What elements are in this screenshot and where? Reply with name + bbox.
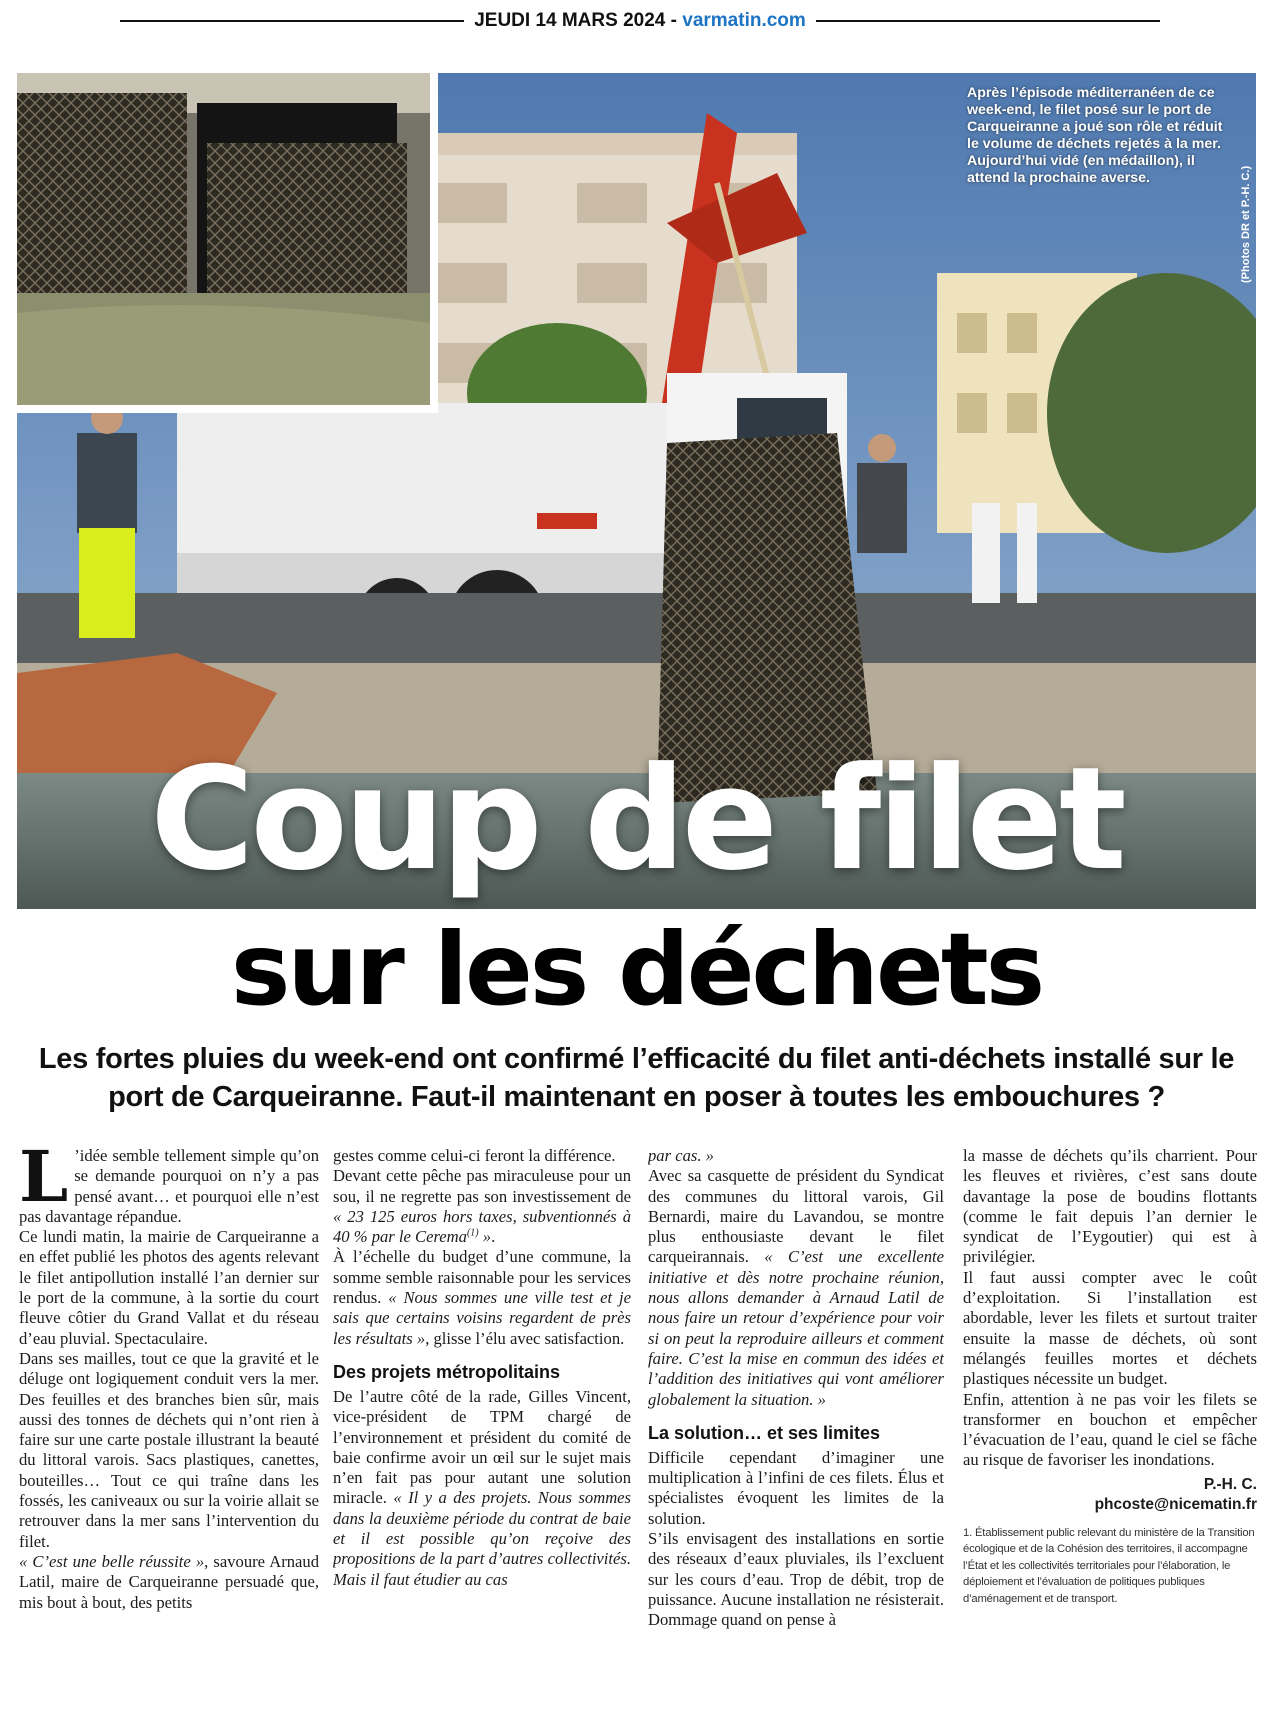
photo-caption: Après l’épisode méditerranéen de ce week-end, le filet posé sur le port de Carqueiranne a joué son rôle et réduit le volume de déchets rejetés à la mer. Aujourd’hui vidé (en médaillon), il attend la prochaine averse. (967, 85, 1223, 186)
article-column-1 (19, 1146, 319, 1691)
paragraph (333, 1387, 631, 1590)
folio-text (464, 10, 816, 32)
footnote: 1. Établissement public relevant du ministère de la Transition écologique et de la Cohésion des territoires, il accompagne l’État et les collectivités territoriales pour l’élaboration, le déploiement et l’évaluation de politiques publiques d’aménagement et de transport. (963, 1526, 1255, 1605)
quote-end: » (478, 1227, 492, 1247)
standfirst: Les fortes pluies du week-end ont confirmé l’efficacité du filet anti-déchets installé sur le port de Carqueiranne. Faut-il maintenant en poser à toutes les embouchures ? (38, 1043, 1235, 1113)
inset-photo-illustration (17, 73, 430, 405)
quote: par cas. » (648, 1146, 714, 1165)
photo-credit (1224, 83, 1252, 283)
paragraph: la masse de déchets qu’ils charrient. Pour les fleuves et rivières, c’est sans doute davantage la pose de boudins flottants (comme le fait depuis l’an dernier le syndicat de l’Eygoutier) qui est à privilégier. (963, 1146, 1257, 1267)
quote: « Nous sommes une ville test et je sais que certains voisins regardent de près les résultats » (333, 1288, 631, 1348)
paragraph: Il faut aussi compter avec le coût d’exploitation. Si l’installation est abordable, lever les filets et surtout traiter ensuite la masse de déchets, où sont mélangés feuilles mortes et déchets plastiques nécessite un budget. (963, 1267, 1257, 1389)
folio-rule-left (120, 20, 464, 22)
subhead: La solution… et ses limites (648, 1422, 881, 1443)
paragraph-text: De l’autre côté de la rade, Gilles Vincent, vice-président de TPM chargé de l’environnement et président du comité de baie confirme avoir un œil sur le sujet mais n’en fait pas pour autant une solution miracle. (333, 1386, 631, 1508)
paragraph: S’ils envisagent des installations en sortie des réseaux d’eaux pluviales, ils l’excluent sur les cours d’eau. Trop de débit, trop de puissance. Aucune installation ne résisterait. Dommage quand on pense à (648, 1529, 944, 1630)
headline-line-2: sur les déchets (230, 911, 1043, 1028)
paragraph: Enfin, attention à ne pas voir les filets se transformer en bouchon et empêcher l’évacuation de l’eau, quand le ciel se fâche au risque de favoriser les inondations. (963, 1389, 1257, 1470)
author-email[interactable]: phcoste@nicematin.fr (1094, 1495, 1257, 1513)
paragraph-text: ’idée semble tellement simple qu’on se demande pourquoi on n’y a pas pensé avant… et pourquoi elle n’est pas davantage répandue. (19, 1146, 319, 1226)
folio-rule-right (816, 20, 1160, 22)
dropcap: L (19, 1146, 69, 1218)
article-column-2 (333, 1146, 631, 1691)
paragraph-text: , glisse l’élu avec satisfaction. (425, 1328, 625, 1348)
quote (333, 1207, 631, 1246)
paragraph (19, 1552, 319, 1613)
paragraph-text: À l’échelle du budget d’une commune, la somme semble raisonnable pour les services rendus. (333, 1247, 631, 1308)
paragraph: Ce lundi matin, la mairie de Carqueiranne a en effet publié les photos des agents relevant le filet antipollution installé l’an dernier sur le port de la commune, à la sortie du court fleuve côtier du Grand Vallat et du réseau d’eau pluvial. Spectaculaire. (19, 1227, 319, 1348)
headline-line-1: Coup de filet (150, 737, 1123, 902)
paragraph-text: , savoure Arnaud Latil, maire de Carqueiranne persuadé que, mis bout à bout, des petits (19, 1551, 319, 1612)
folio-site[interactable]: varmatin.com (682, 10, 806, 31)
folio-date: JEUDI 14 MARS 2024 (474, 10, 666, 31)
article-column-4 (963, 1146, 1257, 1691)
paragraph (333, 1166, 631, 1247)
author-signature: P.-H. C. (1203, 1475, 1257, 1493)
footnote-ref[interactable]: (1) (466, 1227, 479, 1239)
photo-credit-text: (Photos DR et P.-H. C.) (1240, 165, 1252, 283)
folio-separator: - (670, 10, 677, 31)
paragraph-text: Devant cette pêche pas miraculeuse pour un sou, il ne regrette pas son investissement de (333, 1166, 631, 1206)
quote: « C’est une belle réussite » (19, 1551, 205, 1571)
quote: « Il y a des projets. Nous sommes dans la deuxième période du contrat de baie et il est possible qu’on reçoive des propositions de la part d’autres collectivités. Mais il faut étudier au cas (333, 1488, 631, 1589)
subhead: Des projets métropolitains (333, 1361, 561, 1382)
quote-text: « 23 125 euros hors taxes, subventionnés à 40 % par le Cerema (333, 1206, 631, 1247)
paragraph: Dans ses mailles, tout ce que la gravité et le déluge ont logiquement conduit vers la mer. Des feuilles et des branches bien sûr, mais aussi des tonnes de déchets qui n’ont rien à faire sur une carte postale illustrant la beauté du littoral varois. Sacs plastiques, canettes, bouteilles… Tout ce qui traîne dans les fossés, les caniveaux ou sur la voirie allait se retrouver dans la mer sans l’intervention du filet. (19, 1348, 319, 1551)
paragraph (19, 1146, 319, 1227)
paragraph (648, 1146, 944, 1166)
paragraph (333, 1247, 631, 1348)
paragraph: gestes comme celui-ci feront la différence. (333, 1146, 616, 1165)
article-column-3 (648, 1146, 944, 1691)
inset-photo (17, 73, 438, 413)
paragraph-text: . (491, 1227, 496, 1247)
quote: « C’est une excellente initiative et dès notre prochaine réunion, nous allons demander à Arnaud Latil de nous faire un retour d’expérience pour voir si on peut la reproduire ailleurs et comment faire. C’est la mise en commun des idées et l’addition des initiatives qui vont améliorer globalement la situation. » (648, 1247, 944, 1409)
paragraph-text: Avec sa casquette de président du Syndicat des communes du littoral varois, Gil Bernardi, maire du Lavandou, se montre plus enthousiaste devant le filet carqueirannais. (648, 1166, 944, 1267)
paragraph (648, 1166, 944, 1410)
page-folio (120, 8, 1160, 34)
paragraph: Difficile cependant d’imaginer une multiplication à l’infini de ces filets. Élus et spécialistes évoquent les limites de la solution. (648, 1447, 944, 1528)
